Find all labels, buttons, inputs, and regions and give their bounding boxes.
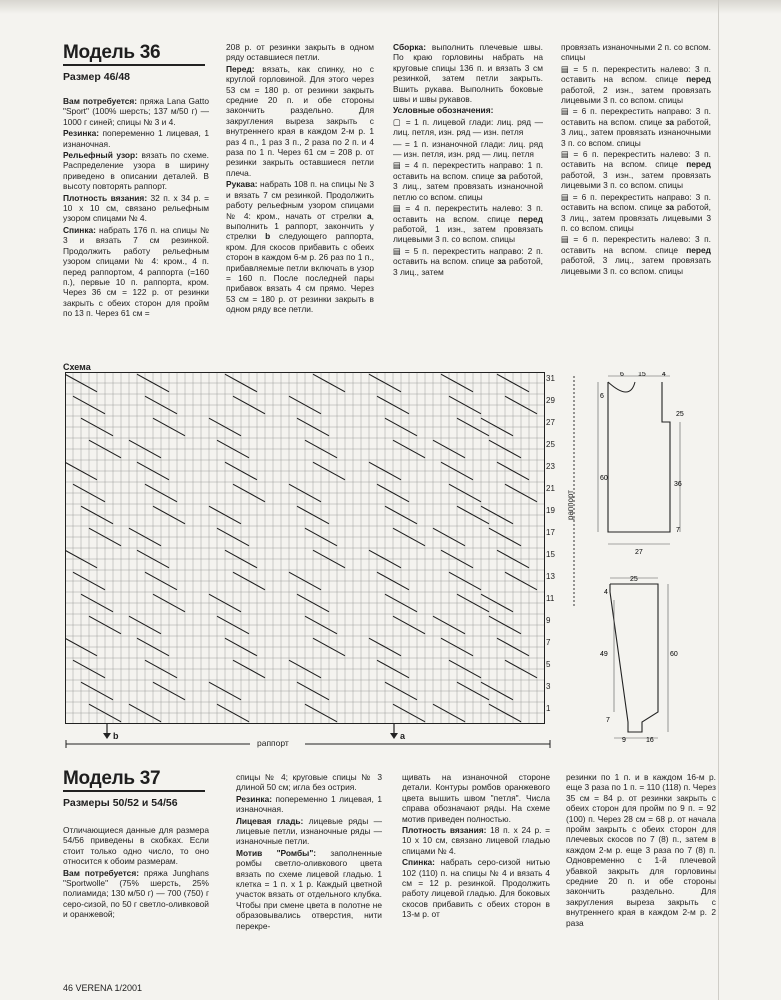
model-36-paragraph: 208 р. от резинки закрыть в одном ряду оставшиеся петли. (226, 42, 374, 63)
sleeve-dim-4: 4 (604, 589, 608, 596)
arrow-b-label: b (113, 731, 119, 741)
back-dim-4: 4 (662, 372, 666, 378)
model-36-paragraph: ▤ = 4 п. перекрестить налево: 3 п. оставить на вспом. спице перед работой, 1 изн., затем провязать лицевыми 3 п. со вспом. спицы (393, 203, 543, 245)
chart-row-number: 5 (546, 660, 551, 669)
model-36-column-3 (393, 42, 543, 278)
sleeve-dim-49: 49 (600, 651, 608, 658)
model-36-paragraph: Вам потребуется: пряжа Lana Gatto "Sport" (100% шерсть; 137 м/50 г) — 1000 г синей; спицы № 3 и 4. (63, 96, 209, 127)
rapport-arrows (60, 724, 560, 754)
chart-grid-lines (65, 372, 545, 724)
model-37-paragraph: Мотив "Ромбы": заполненные ромбы светло-оливкового цвета вязать по схеме лицевой гладью. 1 клетка = 1 п. х 1 р. Каждый цветной участок вязать от отдельного клубка. Чтобы при смене цвета в полотне не образовывались отверстия, нити перекре- (236, 847, 382, 931)
model-37-column-4 (566, 772, 716, 929)
model-36-paragraph: провязать изнаночными 2 п. со вспом. спицы (561, 42, 711, 63)
model-36-paragraph: Перед: вязать, как спинку, но с круглой горловиной. Для этого через 53 см = 180 р. от резинки закрыть средние 20 п. и обе стороны закончить раздельно. Для закругления выреза закрыть с внутреннего края в каждом 2-м р. 1 раз 4 п., 1 раз 3 п., 2 раза по 2 п. и 4 раза по 1 п. Через 61 см = 208 р. от резинки закрыть оставшиеся петли плеча. (226, 63, 374, 178)
model-37-paragraph: Резинка: попеременно 1 лицевая, 1 изнаночная. (236, 793, 382, 815)
model-37-paragraph: резинки по 1 п. и в каждом 16-м р. еще 3 раза по 1 п. = 110 (118) п. Через 35 см = 84 р. от резинки закрыть с обеих сторон для пройм по 9 п. = 92 (100) п. Через 28 см = 68 р. от начала пройм закрыть с обеих сторон для плечевых скосов по 7 (8) п., затем в каждом 2-м р. еще 3 раза по 7 (8) п. Одновременно с 1-й плечевой убавкой закрыть для горловины средние 20 п. и обе стороны закончить раздельно. Для закругления выреза закрыть с внутреннего края в каждом 2-м р. 2 раза (566, 772, 716, 928)
model-36-paragraph: Резинка: попеременно 1 лицевая, 1 изнаночная. (63, 128, 209, 149)
model-36-paragraph: ▤ = 6 п. перекрестить налево: 3 п. оставить на вспом. спице перед работой, 3 изн., затем провязать лицевыми 3 п. со вспом. спицы (561, 149, 711, 191)
model-36-paragraph: Сборка: выполнить плечевые швы. По краю горловины набрать на круговые спицы 136 п. и вязать 3 см резинкой, затем петли закрыть. Вшить рукава. Выполнить боковые швы и швы рукавов. (393, 42, 543, 105)
rapport-vertical-label: раппорт (566, 490, 575, 520)
chart-row-number: 7 (546, 638, 551, 647)
sleeve-dim-9: 9 (622, 737, 626, 744)
chart-row-number: 15 (546, 550, 555, 559)
sleeve-dim-25: 25 (630, 576, 638, 583)
arrow-a-label: a (400, 731, 406, 741)
schema-label: Схема (63, 362, 91, 372)
model-37-column-3 (402, 772, 550, 921)
model-37-column-2 (236, 772, 382, 932)
back-dim-15: 15 (638, 372, 646, 378)
chart-row-number: 9 (546, 616, 551, 625)
model-37-title: Модель 37 (63, 768, 161, 789)
model-37-paragraph: Вам потребуется: пряжа Junghans "Sportwolle" (75% шерсть, 25% полиамида; 130 м/50 г) — 700 (750) г серо-сизой, по 50 г светло-оливковой и оранжевой; (63, 867, 209, 920)
model-36-column-1 (63, 96, 209, 320)
model-37-paragraph: Лицевая гладь: лицевые ряды — лицевые петли, изнаночные ряды — изнаночные петли. (236, 815, 382, 847)
chart-row-number: 13 (546, 572, 555, 581)
model-36-paragraph: Спинка: набрать 176 п. на спицы № 3 и вязать 7 см резинкой. Продолжить работу рельефным узором спицами № 4: кром., 4 п. перед раппортом, 4 раппорта (=160 п.), первые 10 п. раппорта, кром. Через 36 см = 122 р. от резинки закрыть с обеих сторон для пройм по 13 п. Через 61 см = (63, 224, 209, 319)
chart-row-number: 3 (546, 682, 551, 691)
chart-row-number: 11 (546, 594, 555, 603)
sleeve-dim-60: 60 (670, 651, 678, 658)
model-36-title: Модель 36 (63, 42, 161, 63)
knitting-chart (65, 372, 545, 724)
model-36-paragraph: Рукава: набрать 108 п. на спицы № 3 и вязать 7 см резинкой. Продолжить работу рельефным узором спицами № 4: кром., начать от стрелки а, выполнить 1 раппорт, закончить у стрелки b следующего раппорта, кром. Для скосов прибавить с обеих сторон в каждом 6-м р. 26 раз по 1 п., прибавляемые петли включать в узор = 160 п. После последней пары прибавок вязать 4 см прямо. Через 53 см = 180 р. от резинки закрыть в одном ряду все петли. (226, 179, 374, 315)
chart-row-number: 29 (546, 396, 555, 405)
chart-row-number: 21 (546, 484, 555, 493)
model-37-paragraph: спицы № 4; круговые спицы № 3 длиной 50 см; игла без острия. (236, 772, 382, 793)
model-36-paragraph: ▢ = 1 п. лицевой глади: лиц. ряд — лиц. петля, изн. ряд — изн. петля (393, 116, 543, 138)
model-37-column-1 (63, 825, 209, 921)
back-dim-6-left: 6 (600, 393, 604, 400)
page-edge-shadow (0, 0, 781, 14)
model-36-underline (63, 64, 205, 66)
model-36-paragraph: ▤ = 5 п. перекрестить направо: 2 п. оставить на вспом. спице за работой, 3 лиц., затем (393, 245, 543, 277)
sleeve-pattern-diagram (590, 572, 700, 744)
chart-row-number: 19 (546, 506, 555, 515)
model-37-paragraph: Отличающиеся данные для размера 54/56 приведены в скобках. Если стоит только одно число, то оно относится к обоим размерам. (63, 825, 209, 867)
model-37-size: Размеры 50/52 и 54/56 (63, 797, 178, 809)
sleeve-dim-7: 7 (606, 717, 610, 724)
model-37-paragraph: Плотность вязания: 18 п. х 24 р. = 10 х 10 см, связано лицевой гладью спицами № 4. (402, 825, 550, 856)
model-36-paragraph: Рельефный узор: вязать по схеме. Распределение узора в ширину приведено в описании деталей. В высоту повторять раппорт. (63, 150, 209, 192)
back-dim-36: 36 (674, 481, 682, 488)
model-36-paragraph: ▤ = 5 п. перекрестить налево: 3 п. оставить на вспом. спице перед работой, 2 изн., затем провязать лицевыми 3 п. со вспом. спицы (561, 63, 711, 106)
model-36-paragraph: ▤ = 6 п. перекрестить налево: 3 п. оставить на вспом. спице перед работой, 3 лиц., затем провязать лицевыми 3 п. со вспом. спицы (561, 234, 711, 276)
page-fold-line (718, 0, 719, 1000)
model-36-paragraph: Плотность вязания: 32 п. х 34 р. = 10 х 10 см, связано рельефным узором спицами № 4. (63, 192, 209, 224)
knitting-chart-grid (65, 372, 545, 724)
chart-row-numbers (544, 372, 566, 724)
model-37-paragraph: щивать на изнаночной стороне детали. Контуры ромбов оранжевого цвета вышить швом "петля". Числа справа обозначают ряды. На схеме мотив приведен полностью. (402, 772, 550, 824)
model-36-paragraph: — = 1 п. изнаночной глади: лиц. ряд — изн. петля, изн. ряд — лиц. петля (393, 138, 543, 160)
rapport-horizontal-label: раппорт (257, 738, 289, 748)
model-36-size: Размер 46/48 (63, 71, 131, 83)
chart-row-number: 27 (546, 418, 555, 427)
model-36-column-4 (561, 42, 711, 277)
model-36-paragraph: ▤ = 6 п. перекрестить направо: 3 п. оставить на вспом. спице за работой, 3 лиц., затем провязать лицевыми 3 п. со вспом. спицы (561, 191, 711, 233)
chart-row-number: 1 (546, 704, 551, 713)
chart-row-number: 25 (546, 440, 555, 449)
back-dim-60: 60 (600, 475, 608, 482)
model-36-paragraph: ▤ = 4 п. перекрестить направо: 1 п. оставить на вспом. спице за работой, 3 лиц., затем провязать изнаночной петлю со вспом. спицы (393, 160, 543, 202)
back-dim-27: 27 (635, 549, 643, 556)
model-37-underline (63, 790, 205, 792)
model-37-paragraph: Спинка: набрать серо-сизой нитью 102 (110) п. на спицы № 4 и вязать 4 см = 12 р. резинкой. Продолжить работу лицевой гладью. Для боковых скосов прибавить с обеих сторон в 13-м р. от (402, 857, 550, 920)
chart-row-number: 31 (546, 374, 555, 383)
back-dim-7: 7 (676, 527, 680, 534)
sleeve-dim-16: 16 (646, 737, 654, 744)
chart-row-number: 23 (546, 462, 555, 471)
model-36-paragraph: Условные обозначения: (393, 105, 494, 116)
back-dim-25: 25 (676, 411, 684, 418)
chart-row-number: 17 (546, 528, 555, 537)
model-36-column-2 (226, 42, 374, 316)
page-footer: 46 VERENA 1/2001 (63, 983, 143, 993)
model-36-paragraph: ▤ = 6 п. перекрестить направо: 3 п. оставить на вспом. спице за работой, 3 лиц., затем провязать изнаночными 3 п. со вспом. спицы (561, 106, 711, 148)
back-pattern-diagram (590, 372, 700, 562)
back-dim-6-top: 6 (620, 372, 624, 378)
rapport-vertical-bracket (570, 372, 578, 612)
